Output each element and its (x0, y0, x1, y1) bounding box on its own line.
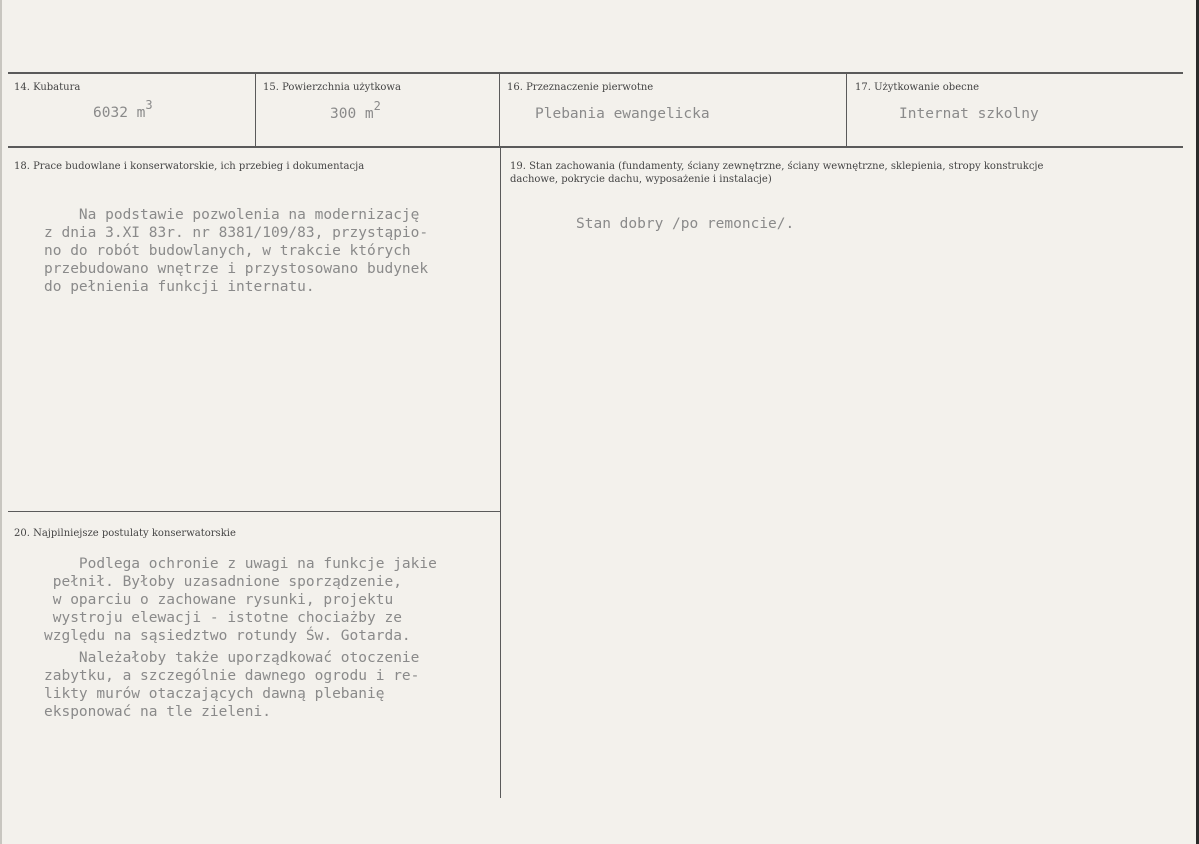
field-14-label: 14. Kubatura (14, 82, 81, 93)
card-left-edge (0, 0, 2, 844)
field-20-line: pełnił. Byłoby uzasadnione sporządzenie, (44, 574, 402, 590)
field-20-label: 20. Najpilniejsze postulaty konserwatorskie (14, 528, 236, 539)
left-middle-rule (8, 511, 500, 512)
field-18-line: do pełnienia funkcji internatu. (44, 279, 315, 295)
field-18-line: no do robót budowlanych, w trakcie których (44, 243, 411, 259)
field-20-line: likty murów otaczających dawną plebanię (44, 686, 385, 702)
field-20-line: Należałoby także uporządkować otoczenie (44, 650, 420, 666)
field-17-label: 17. Użytkowanie obecne (855, 82, 980, 93)
divider-main (500, 147, 501, 798)
field-15-value (330, 99, 381, 123)
field-19-label: 19. Stan zachowania (fundamenty, ściany zewnętrzne, ściany wewnętrzne, sklepienia, stropy konstrukcje dachowe, pokrycie dachu, wyposażenie i instalacje) (510, 161, 1044, 185)
field-20-line: eksponować na tle zieleni. (44, 704, 271, 720)
field-18-line: z dnia 3.XI 83r. nr 8381/109/83, przystąpio- (44, 225, 429, 241)
field-20-line: względu na sąsiedztwo rotundy Św. Gotarda. (44, 628, 411, 644)
field-19-value: Stan dobry /po remoncie/. (576, 216, 795, 232)
header-bottom-rule (8, 146, 1183, 148)
divider-14-15 (255, 73, 256, 147)
field-20-line: w oparciu o zachowane rysunki, projektu (44, 592, 394, 608)
field-20-line: Podlega ochronie z uwagi na funkcje jakie (44, 556, 437, 572)
field-18-label: 18. Prace budowlane i konserwatorskie, ich przebieg i dokumentacja (14, 161, 365, 172)
divider-16-17 (846, 73, 847, 147)
field-17-value: Internat szkolny (899, 106, 1039, 122)
divider-15-16 (499, 73, 500, 147)
field-15-exponent: 2 (373, 99, 381, 113)
field-15-number: 300 m (330, 106, 374, 122)
field-14-number: 6032 m (93, 105, 146, 121)
field-18-line: Na podstawie pozwolenia na modernizację (44, 207, 420, 223)
field-18-line: przebudowano wnętrze i przystosowano budynek (44, 261, 429, 277)
field-15-label: 15. Powierzchnia użytkowa (263, 82, 401, 93)
field-14-value (93, 98, 153, 122)
field-16-label: 16. Przeznaczenie pierwotne (507, 82, 654, 93)
field-14-exponent: 3 (145, 98, 153, 112)
field-16-value: Plebania ewangelicka (535, 106, 710, 122)
top-rule (8, 72, 1183, 74)
field-20-line: zabytku, a szczególnie dawnego ogrodu i re- (44, 668, 420, 684)
field-20-line: wystroju elewacji - istotne chociażby ze (44, 610, 402, 626)
